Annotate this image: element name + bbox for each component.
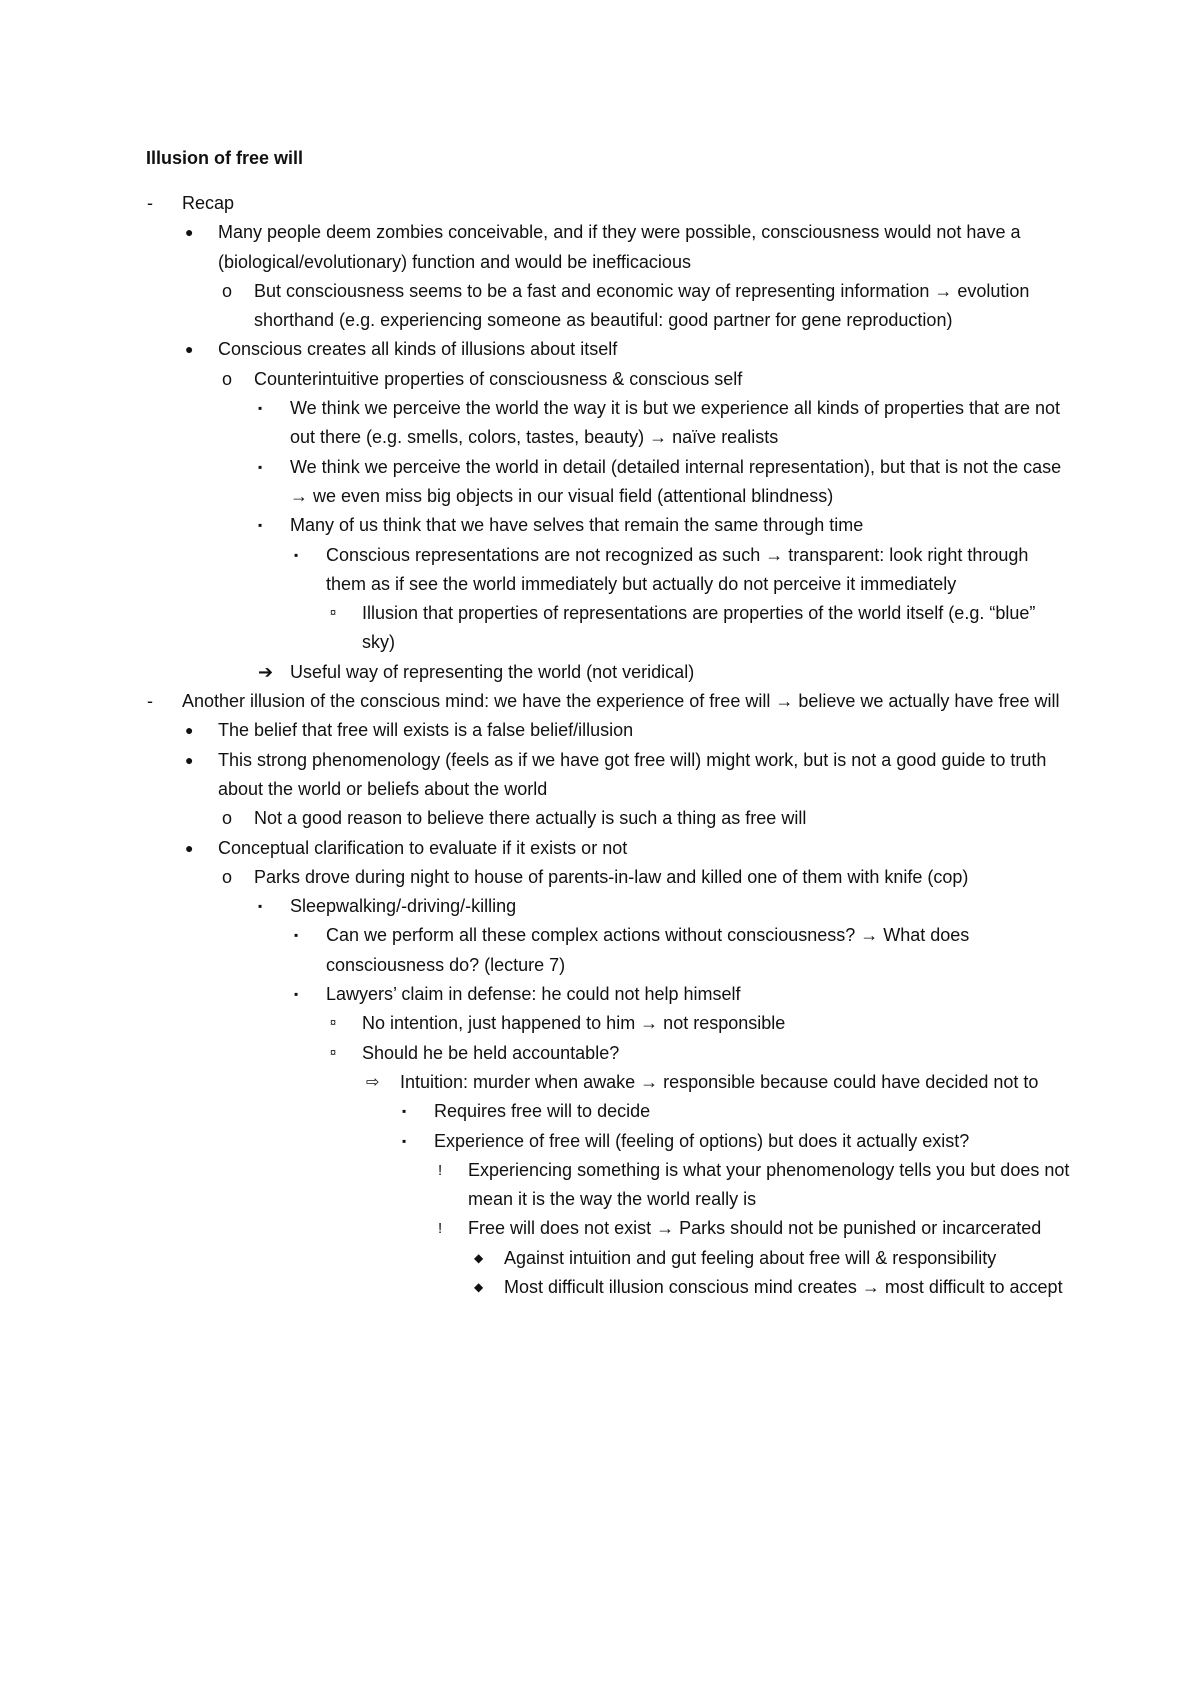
outline-item-text: Another illusion of the conscious mind: we have the experience of free will → believe we actually have free will: [182, 691, 1060, 712]
outline-item-text: Experiencing something is what your phenomenology tells you but does not mean it is the way the world really is: [468, 1159, 1070, 1210]
notes-outline: [0, 189, 1200, 1302]
outline-item-text: Not a good reason to believe there actually is such a thing as free will: [254, 808, 807, 829]
outline-item: [0, 277, 1200, 336]
outline-item: [0, 658, 1200, 687]
outline-item: [0, 804, 1200, 833]
outline-item-text: Lawyers’ claim in defense: he could not help himself: [326, 984, 741, 1005]
outline-item: [0, 1097, 1200, 1126]
bullet-marker: ▪: [258, 899, 263, 914]
outline-item-text: Many of us think that we have selves that remain the same through time: [290, 515, 864, 536]
outline-item-text: Can we perform all these complex actions without consciousness? → What does consciousness do? (lecture 7): [326, 925, 970, 975]
bullet-marker: ▪: [402, 1133, 407, 1148]
outline-item-text: Recap: [182, 193, 235, 213]
outline-item-text: This strong phenomenology (feels as if we have got free will) might work, but is not a good guide to truth about the world or beliefs about the world: [218, 749, 1047, 799]
bullet-marker: ➔: [258, 661, 274, 682]
bullet-marker: ●: [185, 751, 194, 768]
bullet-marker: ●: [185, 722, 194, 739]
outline-item-text: The belief that free will exists is a false belief/illusion: [218, 720, 634, 741]
outline-item: [0, 1068, 1200, 1097]
outline-item: [0, 892, 1200, 921]
outline-item: [0, 1156, 1200, 1215]
outline-item-text: Free will does not exist → Parks should not be punished or incarcerated: [468, 1218, 1042, 1239]
bullet-marker: ▪: [258, 518, 263, 533]
outline-item-text: Counterintuitive properties of consciousness & conscious self: [254, 368, 743, 389]
outline-item: [0, 365, 1200, 394]
outline-item-text: Illusion that properties of representations are properties of the world itself (e.g. “blue” sky): [362, 603, 1036, 653]
bullet-marker: ▪: [258, 401, 263, 416]
bullet-marker: ▪: [402, 1104, 407, 1119]
outline-item: [0, 218, 1200, 277]
outline-item: [0, 541, 1200, 600]
outline-item: [0, 921, 1200, 980]
bullet-marker: !: [438, 1220, 443, 1238]
bullet-marker: o: [222, 368, 233, 389]
bullet-marker: o: [222, 280, 233, 301]
outline-item: [0, 1127, 1200, 1156]
bullet-marker: ▪: [258, 459, 263, 474]
outline-item: [0, 189, 1200, 218]
outline-item-text: Against intuition and gut feeling about free will & responsibility: [504, 1247, 997, 1268]
bullet-marker: ▪: [294, 547, 299, 562]
outline-item: [0, 1039, 1200, 1068]
outline-item-text: Many people deem zombies conceivable, and if they were possible, consciousness would not have a (biological/evolutionary) function and would be inefficacious: [218, 222, 1021, 272]
outline-item-text: Requires free will to decide: [434, 1101, 651, 1122]
bullet-marker: ¤: [330, 1017, 337, 1030]
outline-item: [0, 834, 1200, 863]
outline-item: [0, 716, 1200, 745]
outline-item: [0, 863, 1200, 892]
bullet-marker: -: [147, 691, 153, 712]
bullet-marker: ●: [185, 341, 194, 358]
outline-item-text: Conceptual clarification to evaluate if it exists or not: [218, 837, 628, 858]
bullet-marker: ¤: [330, 607, 337, 620]
outline-item: [0, 335, 1200, 364]
outline-item-text: We think we perceive the world in detail (detailed internal representation), but that is not the case → we even miss big objects in our visual field (attentional blindness): [290, 456, 1062, 506]
outline-item-text: Conscious creates all kinds of illusions about itself: [218, 339, 618, 360]
outline-item: [0, 511, 1200, 540]
outline-item-text: Sleepwalking/-driving/-killing: [290, 896, 517, 917]
outline-item-text: Useful way of representing the world (not veridical): [290, 661, 695, 682]
outline-item: [0, 453, 1200, 512]
outline-item: [0, 1244, 1200, 1273]
bullet-marker: o: [222, 808, 233, 829]
outline-item-text: Intuition: murder when awake → responsible because could have decided not to: [400, 1071, 1039, 1092]
bullet-marker: ⇨: [366, 1073, 380, 1091]
bullet-marker: -: [147, 193, 153, 213]
bullet-marker: ●: [185, 224, 194, 241]
bullet-marker: ▪: [294, 928, 299, 943]
outline-item-text: But consciousness seems to be a fast and economic way of representing information → evolution shorthand (e.g. experiencing someone as beautiful: good partner for gene reproduction): [254, 280, 1030, 331]
outline-item: [0, 599, 1200, 658]
bullet-marker: !: [438, 1161, 443, 1179]
bullet-marker: ◆: [474, 1250, 484, 1265]
bullet-marker: o: [222, 866, 233, 887]
document-title: Illusion of free will: [146, 148, 304, 168]
outline-item: [0, 1214, 1200, 1243]
bullet-marker: ▪: [294, 987, 299, 1002]
outline-item: [0, 1273, 1200, 1302]
outline-item-text: Should he be held accountable?: [362, 1042, 620, 1063]
bullet-marker: ●: [185, 839, 194, 856]
outline-item-text: No intention, just happened to him → not responsible: [362, 1013, 786, 1034]
outline-item: [0, 687, 1200, 716]
outline-item: [0, 1009, 1200, 1038]
outline-item: [0, 394, 1200, 453]
outline-item: [0, 980, 1200, 1009]
outline-item-text: Parks drove during night to house of parents-in-law and killed one of them with knife (cop): [254, 866, 969, 887]
outline-item-text: Most difficult illusion conscious mind creates → most difficult to accept: [504, 1276, 1063, 1297]
bullet-marker: ◆: [474, 1279, 484, 1294]
outline-item: [0, 746, 1200, 805]
outline-item-text: Conscious representations are not recognized as such → transparent: look right through them as if see the world immediately but actually do not perceive it immediately: [326, 544, 1029, 594]
bullet-marker: ¤: [330, 1046, 337, 1059]
outline-item-text: Experience of free will (feeling of options) but does it actually exist?: [434, 1130, 970, 1151]
outline-item-text: We think we perceive the world the way it is but we experience all kinds of properties that are not out there (e.g. smells, colors, tastes, beauty) → naïve realists: [290, 398, 1061, 448]
